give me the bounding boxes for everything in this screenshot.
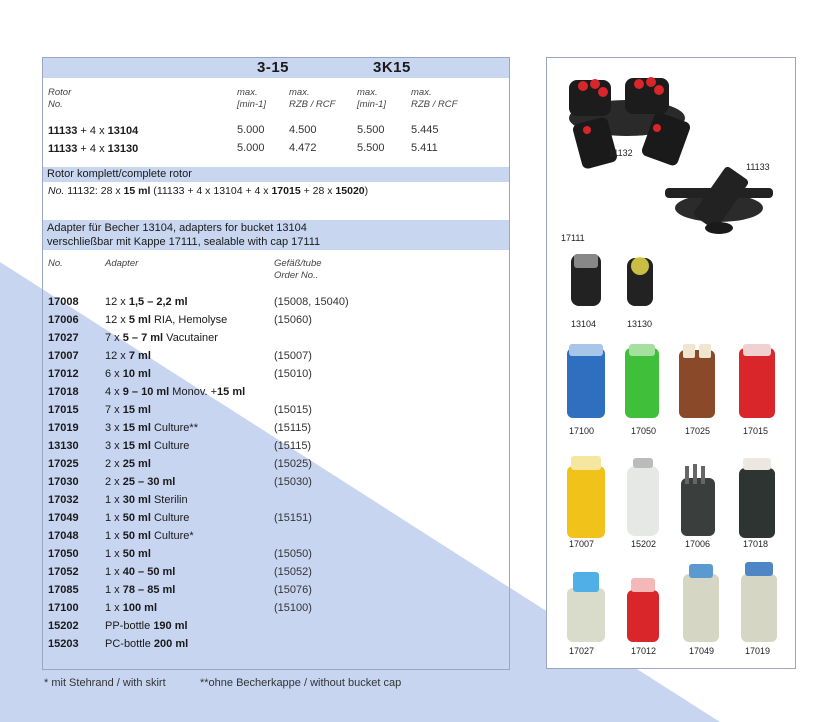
adapter-17012-image — [627, 578, 659, 642]
rotor-b-rcf: 5.411 — [411, 142, 438, 154]
adapter-title-1: Adapter für Becher 13104, adapters for bucket 13104 — [47, 222, 307, 234]
bucket-13104-image — [571, 254, 601, 306]
adapter-17049-image — [683, 564, 719, 642]
product-photos — [547, 58, 795, 668]
adapter-17050-image — [625, 344, 659, 418]
complete-rotor-band — [43, 167, 509, 182]
photo-label: 17100 — [569, 426, 595, 436]
model-a-heading: 3-15 — [257, 59, 290, 76]
adapter-17006-image — [681, 464, 715, 536]
col-a-speed-caption: max. [min-1] — [237, 87, 267, 110]
complete-rotor-line: No. 11132: 28 x 15 ml (11133 + 4 x 13104 + 4 x 17015 + 28 x 15020) — [48, 185, 369, 197]
photo-label: 17050 — [631, 426, 657, 436]
photo-label: 17019 — [745, 646, 771, 656]
adapter-row: 17019 3 x 15 ml Culture** (15115) — [48, 422, 312, 434]
complete-rotor-title: Rotor komplett/complete rotor — [47, 168, 192, 180]
adapter-17015-image — [739, 344, 775, 418]
rotor-a-rcf: 4.500 — [289, 124, 317, 136]
photo-label: 11133 — [746, 162, 770, 172]
rotor-a-speed: 5.000 — [237, 124, 265, 136]
photo-label: 17025 — [685, 426, 711, 436]
footnote-no-cap: **ohne Becherkappe / without bucket cap — [200, 677, 402, 689]
rotor-row: 11133 + 4 x 13130 — [48, 143, 139, 155]
rotor-b-rcf: 5.445 — [411, 124, 439, 136]
adapter-row: 17048 1 x 50 ml Culture* — [48, 530, 194, 542]
photo-label: 17006 — [685, 539, 711, 549]
col-no-caption: No. — [48, 258, 63, 269]
photo-label: 17018 — [743, 539, 769, 549]
col-a-rcf-caption: max. RZB / RCF — [289, 87, 336, 110]
rotor-row: 11133 + 4 x 13104 — [48, 125, 139, 137]
adapter-row: 17006 12 x 5 ml RIA, Hemolyse (15060) — [48, 314, 312, 326]
adapter-row: 15202 PP-bottle 190 ml — [48, 620, 188, 632]
photo-label: 17015 — [743, 426, 769, 436]
adapter-row: 17050 1 x 50 ml (15050) — [48, 548, 312, 560]
adapter-row: 17007 12 x 7 ml (15007) — [48, 350, 312, 362]
rotor-a-rcf: 4.472 — [289, 142, 317, 154]
adapter-title-2: verschließbar mit Kappe 17111, sealable with cap 17111 — [47, 236, 321, 248]
col-rotor-caption: Rotor No. — [48, 87, 72, 110]
adapter-17100-image — [567, 344, 605, 418]
col-tube-caption: Gefäß/tube Order No.. — [274, 258, 322, 281]
rotor-11133-image — [665, 165, 773, 234]
adapter-17007-image — [567, 456, 605, 538]
adapter-row: 17027 7 x 5 – 7 ml Vacutainer — [48, 332, 218, 344]
adapter-15202-image — [627, 458, 659, 536]
adapter-17018-image — [739, 458, 775, 538]
adapter-row: 17008 12 x 1,5 – 2,2 ml (15008, 15040) — [48, 296, 349, 308]
photo-label: 11132 — [609, 148, 633, 158]
photo-label: 17007 — [569, 539, 595, 549]
bucket-13130-image — [627, 257, 653, 306]
adapter-17019-image — [741, 562, 777, 642]
photo-label: 17111 — [561, 233, 585, 243]
adapter-row: 15203 PC-bottle 200 ml — [48, 638, 189, 650]
photo-label: 17027 — [569, 646, 595, 656]
adapter-row: 17012 6 x 10 ml (15010) — [48, 368, 312, 380]
adapter-row: 17032 1 x 30 ml Sterilin — [48, 494, 188, 506]
adapter-17025-image — [679, 344, 715, 418]
col-b-speed-caption: max. [min-1] — [357, 87, 387, 110]
adapter-row: 17052 1 x 40 – 50 ml (15052) — [48, 566, 312, 578]
model-b-heading: 3K15 — [373, 59, 411, 76]
col-adapter-caption: Adapter — [105, 258, 139, 269]
adapter-row: 17085 1 x 78 – 85 ml (15076) — [48, 584, 312, 596]
adapter-row: 17015 7 x 15 ml (15015) — [48, 404, 312, 416]
photo-label: 13104 — [571, 319, 597, 329]
adapter-row: 17030 2 x 25 – 30 ml (15030) — [48, 476, 312, 488]
photo-label: 13130 — [627, 319, 653, 329]
photo-label: 17012 — [631, 646, 657, 656]
adapter-17027-image — [567, 572, 605, 642]
model-header-band — [43, 58, 509, 78]
rotor-a-speed: 5.000 — [237, 142, 265, 154]
photo-label: 15202 — [631, 539, 657, 549]
col-b-rcf-caption: max. RZB / RCF — [411, 87, 458, 110]
spec-table — [42, 57, 510, 670]
rotor-b-speed: 5.500 — [357, 124, 385, 136]
adapter-row: 17100 1 x 100 ml (15100) — [48, 602, 312, 614]
adapter-row: 17025 2 x 25 ml (15025) — [48, 458, 312, 470]
rotor-b-speed: 5.500 — [357, 142, 385, 154]
adapter-row: 13130 3 x 15 ml Culture (15115) — [48, 440, 312, 452]
adapter-band — [43, 220, 509, 250]
photo-label: 17049 — [689, 646, 715, 656]
adapter-row: 17018 4 x 9 – 10 ml Monov. +15 ml — [48, 386, 246, 398]
adapter-row: 17049 1 x 50 ml Culture (15151) — [48, 512, 312, 524]
footnote-skirt: * mit Stehrand / with skirt — [44, 677, 166, 689]
product-photo-panel — [546, 57, 796, 669]
